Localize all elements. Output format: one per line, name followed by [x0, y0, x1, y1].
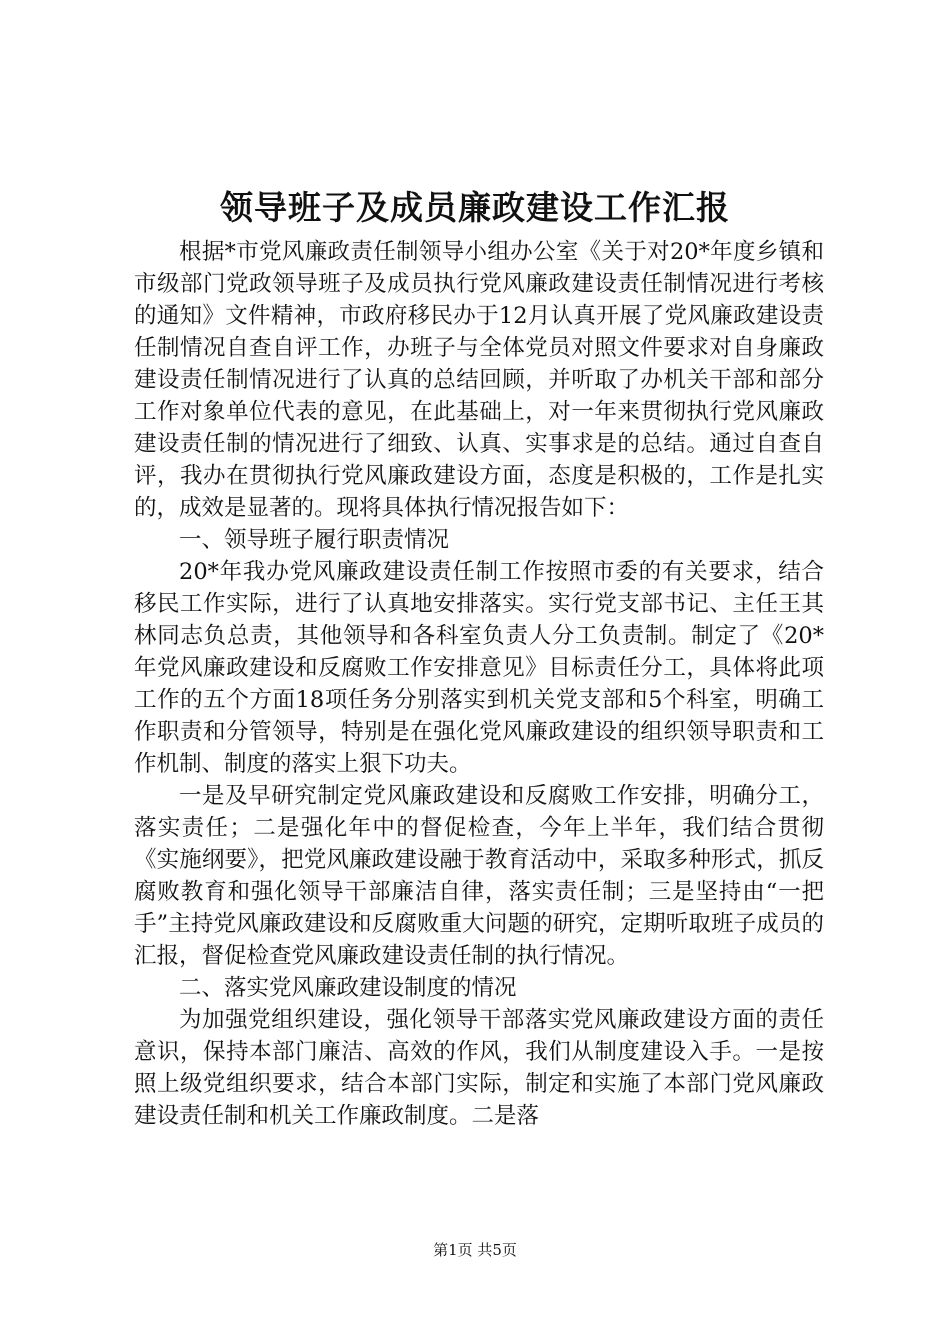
paragraph-section-1: 20*年我办党风廉政建设责任制工作按照市委的有关要求，结合移民工作实际，进行了认真地安排落实。实行党支部书记、主任王其林同志负总责，其他领导和各科室负责人分工负责制。制定了《20*年党风廉政建设和反腐败工作安排意见》目标责任分工，具体将此项工作的五个方面18项任务分别落实到机关党支部和5个科室，明确工作职责和分管领导，特别是在强化党风廉政建设的组织领导职责和工作机制、制度的落实上狠下功夫。 [134, 559, 824, 777]
section-heading-2: 二、落实党风廉政建设制度的情况 [179, 975, 517, 1001]
paragraph-intro: 根据*市党风廉政责任制领导小组办公室《关于对20*年度乡镇和市级部门党政领导班子及成员执行党风廉政建设责任制情况进行考核的通知》文件精神，市政府移民办于12月认真开展了党风廉政建设责任制情况自查自评工作，办班子与全体党员对照文件要求对自身廉政建设责任制情况进行了认真的总结回顾，并听取了办机关干部和部分工作对象单位代表的意见，在此基础上，对一年来贯彻执行党风廉政建设责任制的情况进行了细致、认真、实事求是的总结。通过自查自评，我办在贯彻执行党风廉政建设方面，态度是积极的，工作是扎实的，成效是显著的。现将具体执行情况报告如下： [134, 239, 824, 521]
document-body [134, 236, 824, 1132]
document-title: 领导班子及成员廉政建设工作汇报 [220, 188, 730, 227]
paragraph-section-1-details: 一是及早研究制定党风廉政建设和反腐败工作安排，明确分工，落实责任；二是强化年中的督促检查，今年上半年，我们结合贯彻《实施纲要》，把党风廉政建设融于教育活动中，采取多种形式，抓反腐败教育和强化领导干部廉洁自律，落实责任制；三是坚持由“一把手”主持党风廉政建设和反腐败重大问题的研究，定期听取班子成员的汇报，督促检查党风廉政建设责任制的执行情况。 [134, 783, 824, 969]
page-footer: 第1页 共5页 [433, 1241, 517, 1259]
paragraph-section-2: 为加强党组织建设，强化领导干部落实党风廉政建设方面的责任意识，保持本部门廉洁、高效的作风，我们从制度建设入手。一是按照上级党组织要求，结合本部门实际，制定和实施了本部门党风廉政建设责任制和机关工作廉政制度。二是落 [134, 1007, 824, 1129]
section-heading-1: 一、领导班子履行职责情况 [179, 527, 450, 553]
